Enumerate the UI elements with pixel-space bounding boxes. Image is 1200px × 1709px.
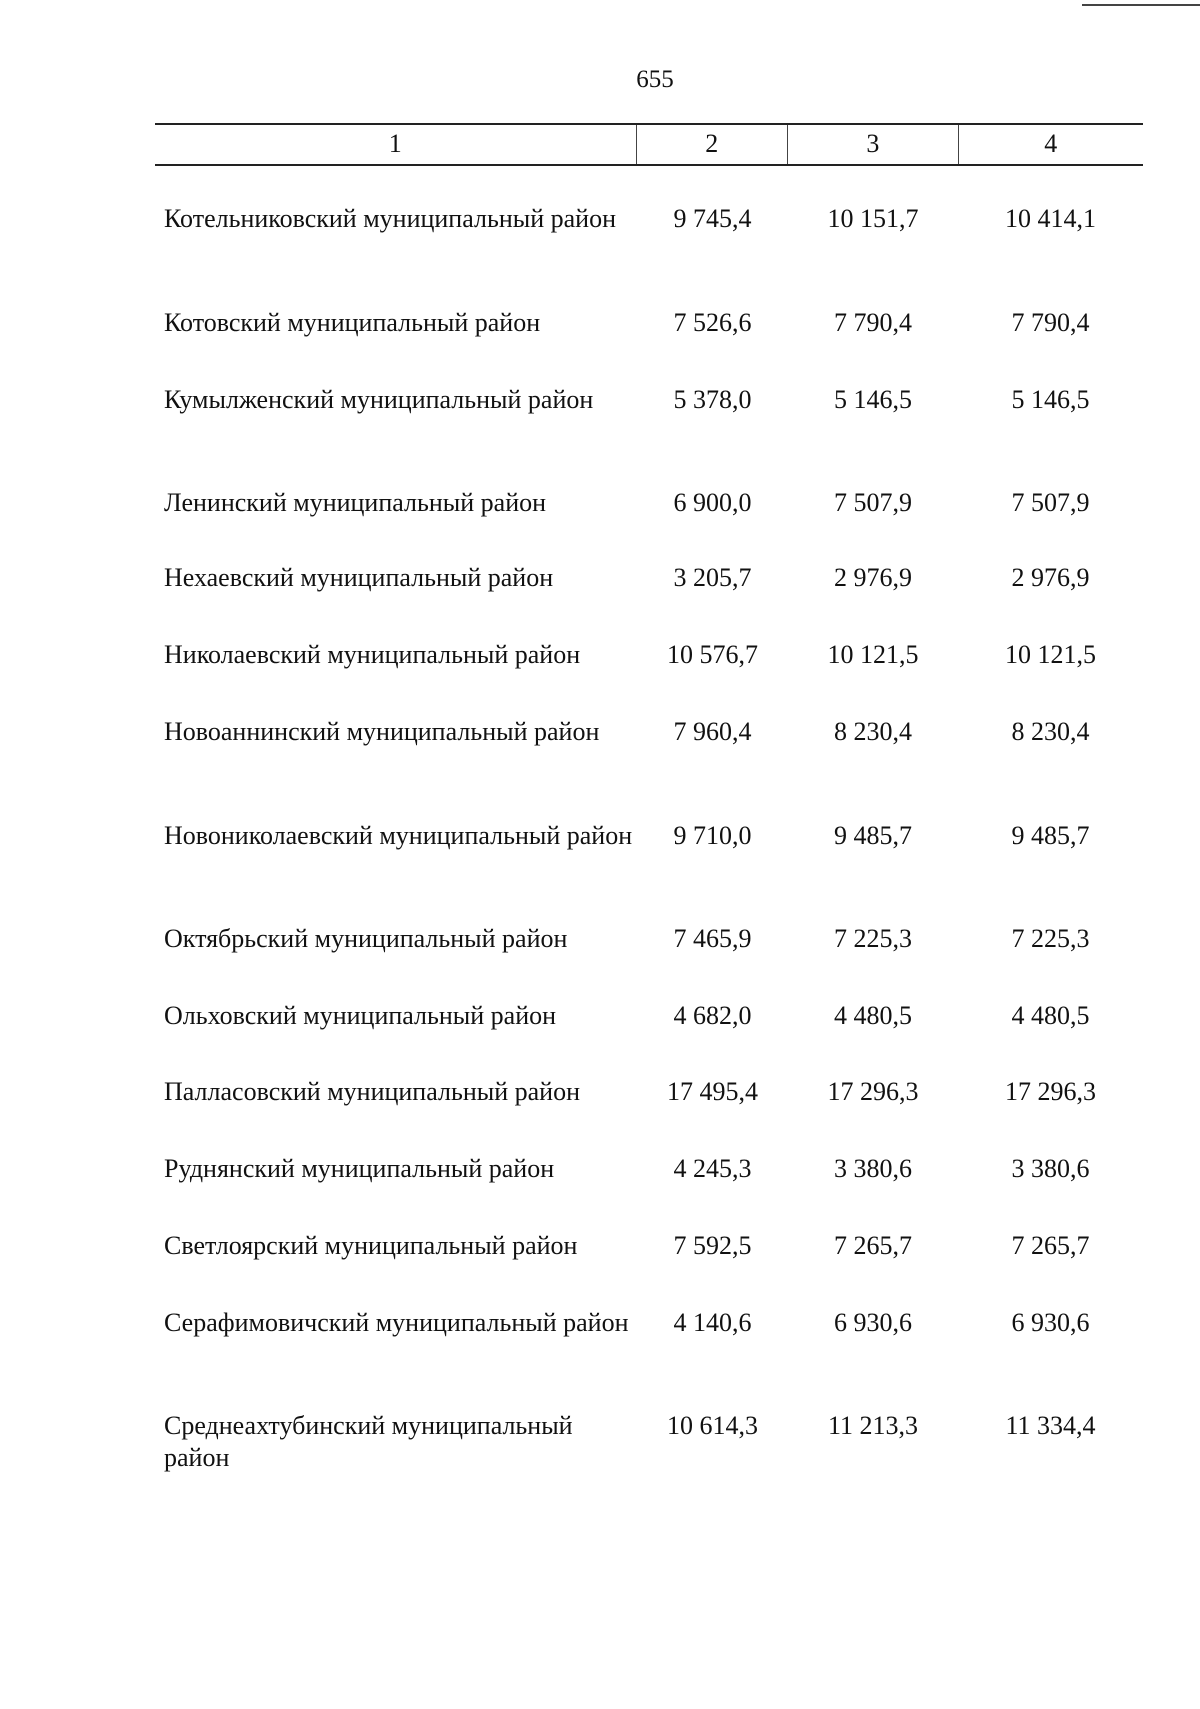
scan-edge-line — [1082, 4, 1200, 6]
value-col-3: 7 265,7 — [834, 1231, 912, 1260]
value-col-3: 8 230,4 — [834, 717, 912, 746]
district-name: Серафимовичский муниципальный район — [164, 1308, 629, 1337]
value-col-3: 11 213,3 — [827, 1411, 919, 1440]
value-col-3: 4 480,5 — [834, 1001, 912, 1030]
header-col-3: 3 — [787, 125, 957, 164]
value-col-4: 10 414,1 — [1005, 204, 1096, 233]
value-col-4: 2 976,9 — [1011, 563, 1090, 592]
district-name: Среднеахтубинский муниципальный район — [164, 1411, 573, 1472]
page-number: 655 — [636, 66, 674, 93]
value-col-3: 6 930,6 — [834, 1308, 912, 1337]
value-col-2: 17 495,4 — [667, 1077, 758, 1106]
district-name: Руднянский муниципальный район — [164, 1154, 555, 1183]
value-col-3: 10 121,5 — [827, 640, 919, 669]
value-col-3: 5 146,5 — [834, 385, 912, 414]
value-col-4: 11 334,4 — [1005, 1411, 1096, 1440]
value-col-4: 4 480,5 — [1011, 1001, 1090, 1030]
value-col-2: 6 900,0 — [673, 488, 752, 517]
district-name: Николаевский муниципальный район — [164, 640, 581, 669]
value-col-3: 7 790,4 — [834, 308, 912, 337]
value-col-3: 9 485,7 — [834, 821, 912, 850]
value-col-3: 2 976,9 — [834, 563, 912, 592]
header-col-2: 2 — [636, 125, 788, 164]
value-col-4: 8 230,4 — [1011, 717, 1090, 746]
value-col-4: 3 380,6 — [1011, 1154, 1090, 1183]
district-name: Светлоярский муниципальный район — [164, 1231, 578, 1260]
value-col-2: 3 205,7 — [673, 563, 752, 592]
value-col-3: 7 507,9 — [834, 488, 912, 517]
value-col-2: 4 682,0 — [673, 1001, 752, 1030]
header-col-4: 4 — [958, 125, 1143, 164]
value-col-2: 7 592,5 — [673, 1231, 752, 1260]
value-col-3: 17 296,3 — [827, 1077, 919, 1106]
value-col-4: 10 121,5 — [1005, 640, 1096, 669]
value-col-2: 9 745,4 — [673, 204, 752, 233]
value-col-2: 7 465,9 — [673, 924, 752, 953]
value-col-4: 6 930,6 — [1011, 1308, 1090, 1337]
district-name: Кумылженский муниципальный район — [164, 385, 594, 414]
value-col-3: 3 380,6 — [834, 1154, 912, 1183]
value-col-4: 5 146,5 — [1011, 385, 1090, 414]
value-col-4: 9 485,7 — [1011, 821, 1090, 850]
district-name: Новониколаевский муниципальный район — [164, 821, 633, 850]
district-name: Октябрьский муниципальный район — [164, 924, 568, 953]
value-col-4: 7 507,9 — [1011, 488, 1090, 517]
district-name: Котельниковский муниципальный район — [164, 204, 616, 233]
district-name: Нехаевский муниципальный район — [164, 563, 554, 592]
value-col-4: 7 265,7 — [1011, 1231, 1090, 1260]
value-col-3: 7 225,3 — [834, 924, 912, 953]
value-col-2: 10 576,7 — [667, 640, 758, 669]
district-name: Ленинский муниципальный район — [164, 488, 547, 517]
district-name: Ольховский муниципальный район — [164, 1001, 557, 1030]
district-name: Котовский муниципальный район — [164, 308, 541, 337]
table-header — [155, 123, 1143, 166]
district-name: Новоаннинский муниципальный район — [164, 717, 600, 746]
value-col-4: 7 225,3 — [1011, 924, 1090, 953]
value-col-2: 10 614,3 — [667, 1411, 758, 1440]
value-col-4: 17 296,3 — [1005, 1077, 1096, 1106]
value-col-4: 7 790,4 — [1011, 308, 1090, 337]
value-col-2: 7 960,4 — [673, 717, 752, 746]
header-col-1: 1 — [388, 129, 402, 158]
value-col-2: 4 140,6 — [673, 1308, 752, 1337]
value-col-2: 5 378,0 — [673, 385, 752, 414]
value-col-2: 7 526,6 — [673, 308, 752, 337]
district-name: Палласовский муниципальный район — [164, 1077, 580, 1106]
value-col-2: 9 710,0 — [673, 821, 752, 850]
value-col-3: 10 151,7 — [827, 204, 919, 233]
value-col-2: 4 245,3 — [673, 1154, 752, 1183]
